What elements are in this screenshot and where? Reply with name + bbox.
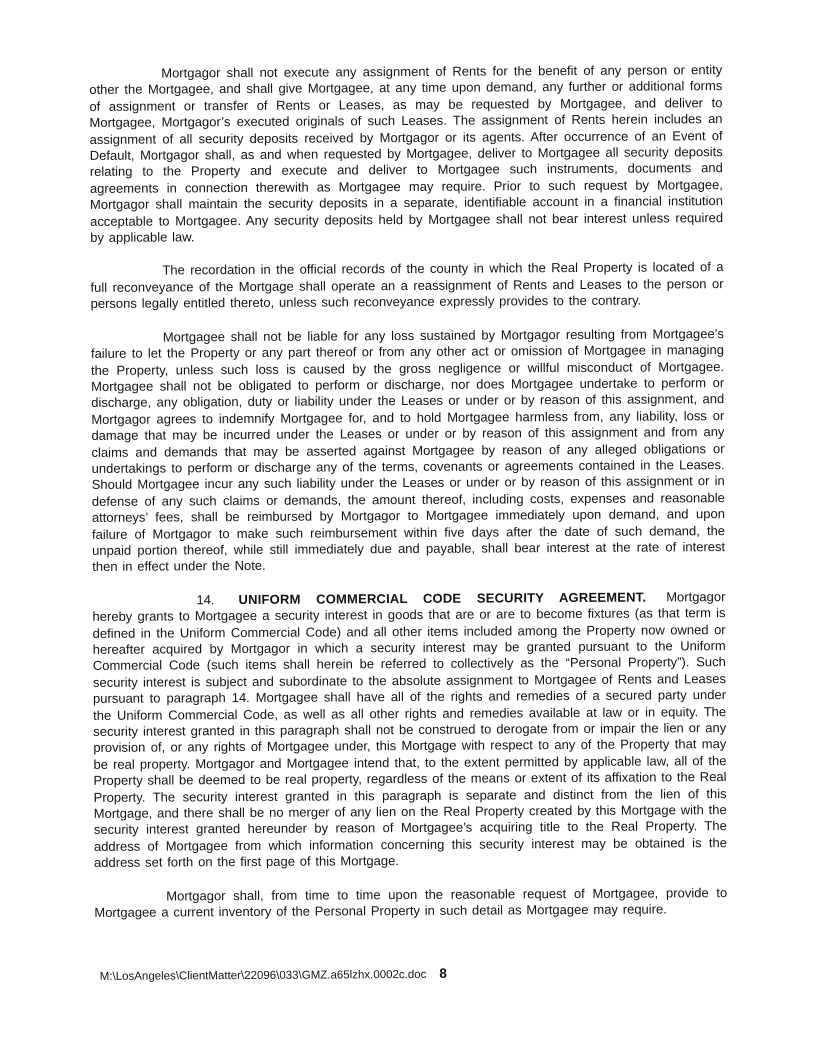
footer-file-path: M:\LosAngeles\ClientMatter\22096\033\GMZ.a65lzhx.0002c.doc	[99, 968, 427, 983]
page-footer	[100, 966, 447, 983]
section-body-text: Mortgagor hereby grants to Mortgagee a security interest in goods that are or are to become fixtures (as that term is defined in the Uniform Commercial Code) and all other items included among the Property now owned or hereafter acquired by Mortgagor in which a security interest may be granted pursuant to the Uniform Commercial Code (such items shall herein be referred to collectively as the “Personal Property”). Such security interest is subject and subordinate to the absolute assignment to Mortgagee of Rents and Leases pursuant to paragraph 14. Mortgagee shall have all of the rights and remedies of a secured party under the Uniform Commercial Code, as well as all other rights and remedies available at law or in equity. The security interest granted in this paragraph shall not be construed to derogate from or impair the lien or any provision of, or any rights of Mortgagee under, this Mortgage with respect to any of the Property that may be real property. Mortgagor and Mortgagee intend that, to the extent permitted by applicable law, all of the Property shall be deemed to be real property, regardless of the means or extent of its affixation to the Real Property. The security interest granted in this paragraph is separate and distinct from the lien of this Mortgage, and there shall be no merger of any lien on the Real Property created by this Mortgage with the security interest granted hereunder by reason of Mortgagee’s acquiring title to the Real Property. The address of Mortgagee from which information concerning this security interest may be obtained is the address set forth on the first page of this Mortgage.	[92, 588, 727, 871]
paragraph-rents-assignment: Mortgagor shall not execute any assignment of Rents for the benefit of any person or entity other the Mortgagee, and shall give Mortgagee, at any time upon demand, any further or additional forms of assignment or transfer of Rents or Leases, as may be requested by Mortgagee, and deliver to Mortgagee, Mortgagor’s executed originals of such Leases. The assignment of Rents herein includes an assignment of all security deposits received by Mortgagor or its agents. After occurrence of an Event of Default, Mortgagor shall, as and when requested by Mortgagee, deliver to Mortgagee all security deposits relating to the Property and execute and deliver to Mortgagee such instruments, documents and agreements in connection therewith as Mortgagee may require. Prior to such request by Mortgagee, Mortgagor shall maintain the security deposits in a separate, identifiable account in a financial institution acceptable to Mortgagee. Any security deposits held by Mortgagee shall not bear interest unless required by applicable law.	[89, 62, 724, 245]
paragraph-section-14-ucc-security-agreement	[92, 589, 727, 872]
paragraph-mortgagee-liability: Mortgagee shall not be liable for any loss sustained by Mortgagor resulting from Mortgagee’s failure to let the Property or any part thereof or from any other act or omission of Mortgagee in managing the Property, unless such loss is caused by the gross negligence or willful misconduct of Mortgagee. Mortgagee shall not be obligated to perform or discharge, nor does Mortgagee undertake to perform or discharge, any obligation, duty or liability under the Leases or under or by reason of this assignment, and Mortgagor agrees to indemnify Mortgagee for, and to hold Mortgagee harmless from, any liability, loss or damage that may be incurred under the Leases or under or by reason of this assignment and from any claims and demands that may be asserted against Mortgagee by reason of any alleged obligations or undertakings to perform or discharge any of the terms, covenants or agreements contained in the Leases. Should Mortgagee incur any such liability under the Leases or under or by reason of this assignment or in defense of any such claims or demands, the amount thereof, including costs, expenses and reasonable attorneys’ fees, shall be reimbursed by Mortgagor to Mortgagee immediately upon demand, and upon failure of Mortgagor to make such reimbursement within five days after the date of such demand, the unpaid portion thereof, while still immediately due and payable, shall bear interest at the rate of interest then in effect under the Note.	[90, 325, 726, 575]
paragraph-recordation-reconveyance: The recordation in the official records of the county in which the Real Property is located of a full reconveyance of the Mortgage shall operate an a reassignment of Rents and Leases to the person or persons legally entitled thereto, unless such reconveyance expressly provides to the contrary.	[90, 259, 724, 312]
paragraph-personal-property-inventory: Mortgagor shall, from time to time upon the reasonable request of Mortgagee, provide to Mortgagee a current inventory of the Personal Property in such detail as Mortgagee may require.	[94, 884, 728, 921]
document-body	[89, 62, 727, 938]
section-number: 14.	[196, 591, 215, 608]
page-number: 8	[439, 965, 447, 981]
section-heading: UNIFORM COMMERCIAL CODE SECURITY AGREEMENT.	[238, 589, 647, 607]
